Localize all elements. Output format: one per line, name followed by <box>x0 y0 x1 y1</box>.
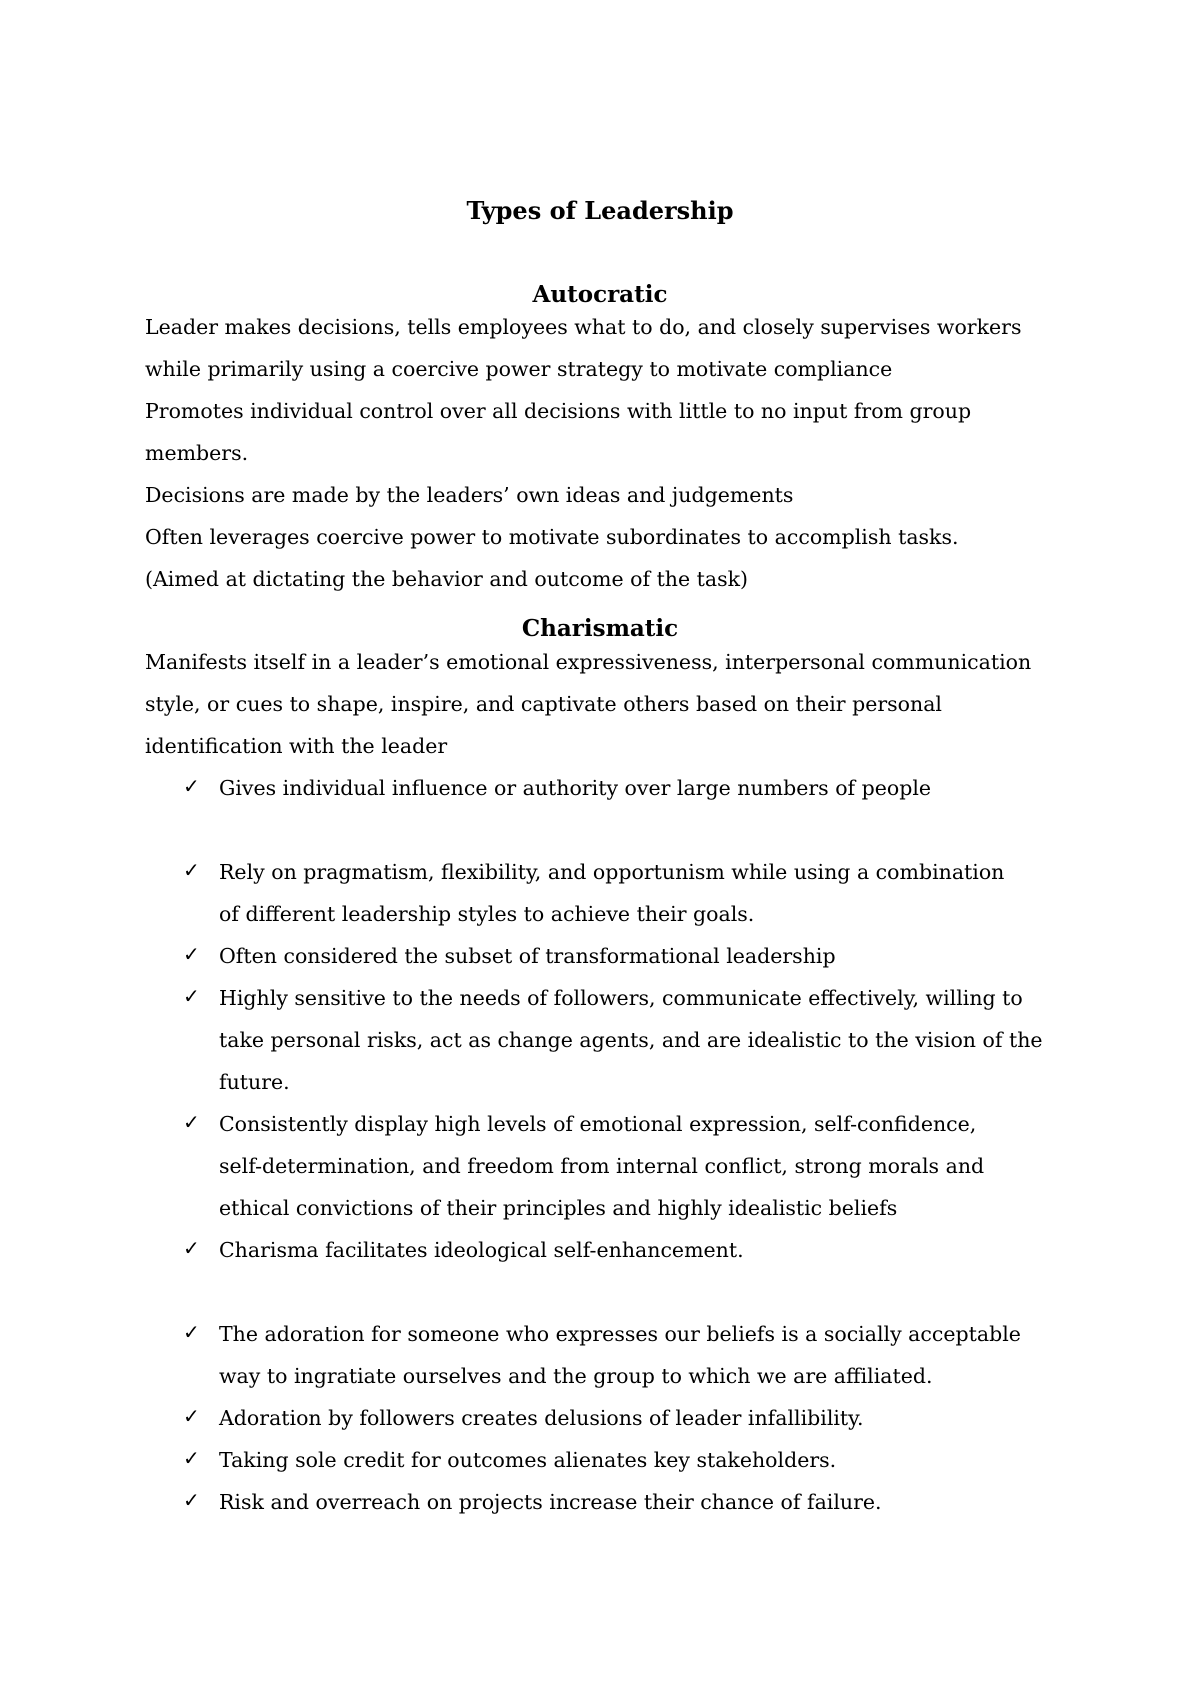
text-line: Consistently display high levels of emotional expression, self-confidence, <box>219 1112 977 1136</box>
text-line: Rely on pragmatism, flexibility, and opportunism while using a combination <box>219 860 1005 884</box>
text-line: Adoration by followers creates delusions of leader infallibility. <box>219 1406 864 1430</box>
check-icon: ✓ <box>183 858 200 882</box>
text-line: way to ingratiate ourselves and the group to which we are affiliated. <box>219 1364 933 1388</box>
text-line: style, or cues to shape, inspire, and captivate others based on their personal <box>145 692 942 716</box>
check-icon: ✓ <box>183 984 200 1008</box>
list-item <box>145 1313 1105 1397</box>
list-item <box>145 1103 1105 1229</box>
check-icon: ✓ <box>183 1488 200 1512</box>
text-line: ethical convictions of their principles and highly idealistic beliefs <box>219 1196 898 1220</box>
section-heading-charismatic: Charismatic <box>521 615 679 642</box>
check-icon: ✓ <box>183 1404 200 1428</box>
list-item <box>145 935 1105 977</box>
spacer <box>145 809 1105 851</box>
text-line: Risk and overreach on projects increase their chance of failure. <box>219 1490 882 1514</box>
text-line: future. <box>219 1070 290 1094</box>
text-line: (Aimed at dictating the behavior and outcome of the task) <box>145 567 749 591</box>
section-heading-autocratic: Autocratic <box>532 281 668 308</box>
spacer <box>145 1271 1105 1313</box>
charismatic-description <box>145 641 1075 767</box>
text-line: The adoration for someone who expresses our beliefs is a socially acceptable <box>219 1322 1021 1346</box>
text-line: Highly sensitive to the needs of followers, communicate effectively, willing to <box>219 986 1023 1010</box>
text-line: Charisma facilitates ideological self-enhancement. <box>219 1238 744 1262</box>
check-icon: ✓ <box>183 1320 200 1344</box>
text-line: of different leadership styles to achieve their goals. <box>219 902 755 926</box>
list-item <box>145 1481 1105 1523</box>
check-icon: ✓ <box>183 1446 200 1470</box>
list-item <box>145 767 1105 809</box>
check-icon: ✓ <box>183 774 200 798</box>
text-line: identification with the leader <box>145 734 448 758</box>
text-line: Gives individual influence or authority over large numbers of people <box>219 776 932 800</box>
text-line: Often considered the subset of transformational leadership <box>219 944 836 968</box>
list-item <box>145 1229 1105 1271</box>
autocratic-description <box>145 306 1075 600</box>
text-line: Often leverages coercive power to motivate subordinates to accomplish tasks. <box>145 525 959 549</box>
text-line: Taking sole credit for outcomes alienates key stakeholders. <box>219 1448 837 1472</box>
check-icon: ✓ <box>183 1236 200 1260</box>
text-line: Leader makes decisions, tells employees what to do, and closely supervises workers <box>145 315 1022 339</box>
text-line: Decisions are made by the leaders’ own ideas and judgements <box>145 483 794 507</box>
check-icon: ✓ <box>183 1110 200 1134</box>
text-line: Promotes individual control over all decisions with little to no input from group <box>145 399 972 423</box>
charismatic-bullet-list <box>145 767 1105 1523</box>
document-title: Types of Leadership <box>466 196 734 225</box>
text-line: self-determination, and freedom from internal conflict, strong morals and <box>219 1154 985 1178</box>
text-line: while primarily using a coercive power strategy to motivate compliance <box>145 357 893 381</box>
text-line: take personal risks, act as change agents, and are idealistic to the vision of the <box>219 1028 1043 1052</box>
list-item <box>145 977 1105 1103</box>
check-icon: ✓ <box>183 942 200 966</box>
text-line: members. <box>145 441 249 465</box>
list-item <box>145 851 1105 935</box>
list-item <box>145 1439 1105 1481</box>
text-line: Manifests itself in a leader’s emotional expressiveness, interpersonal communication <box>145 650 1032 674</box>
list-item <box>145 1397 1105 1439</box>
